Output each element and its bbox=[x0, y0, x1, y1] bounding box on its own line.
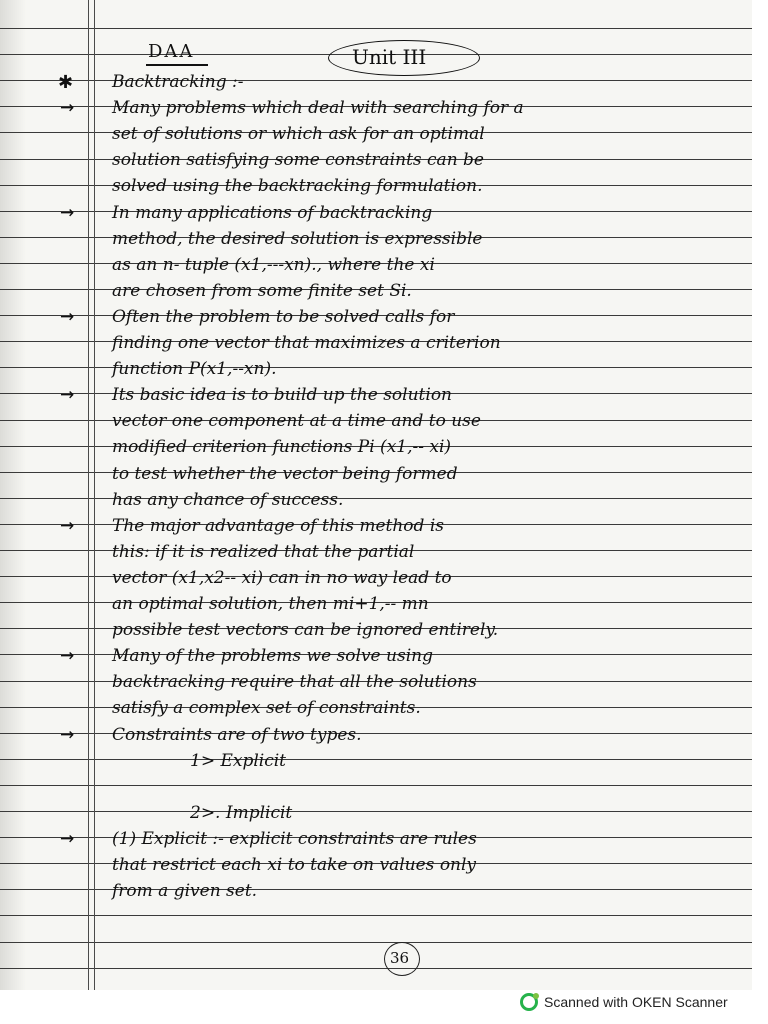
note-line: In many applications of backtracking bbox=[112, 202, 433, 223]
note-line: Constraints are of two types. bbox=[112, 724, 362, 745]
note-line: method, the desired solution is expressible bbox=[112, 228, 483, 249]
note-line: Many problems which deal with searching for a bbox=[112, 98, 524, 119]
subject-underline bbox=[146, 64, 208, 66]
note-line: solved using the backtracking formulation. bbox=[112, 176, 483, 197]
note-line: solution satisfying some constraints can be bbox=[112, 150, 484, 171]
note-line: set of solutions or which ask for an optimal bbox=[112, 124, 485, 145]
ruled-line bbox=[0, 785, 752, 786]
note-line: this: if it is realized that the partial bbox=[112, 541, 415, 562]
ruled-line bbox=[0, 759, 752, 760]
note-line: 2>. Implicit bbox=[190, 802, 293, 823]
note-line: (1) Explicit :- explicit constraints are rules bbox=[112, 828, 477, 849]
note-line: an optimal solution, then mi+1,-- mn bbox=[112, 594, 429, 614]
note-line: that restrict each xi to take on values only bbox=[112, 854, 477, 875]
note-line: vector one component at a time and to use bbox=[112, 411, 481, 432]
ruled-line bbox=[0, 942, 752, 943]
ruled-line bbox=[0, 968, 752, 969]
note-line: function P(x1,--xn). bbox=[112, 359, 277, 380]
note-line: Often the problem to be solved calls for bbox=[112, 306, 455, 327]
margin-line-1 bbox=[88, 0, 89, 990]
scanner-text: Scanned with OKEN Scanner bbox=[544, 994, 728, 1010]
arrow-bullet-icon: → bbox=[60, 515, 75, 536]
arrow-bullet-icon: → bbox=[60, 828, 75, 849]
note-line: possible test vectors can be ignored entirely. bbox=[112, 620, 499, 641]
note-line: to test whether the vector being formed bbox=[112, 463, 458, 484]
scanner-watermark bbox=[520, 990, 768, 1014]
margin-line-2 bbox=[94, 0, 95, 990]
oken-logo-icon bbox=[520, 993, 538, 1011]
arrow-bullet-icon: → bbox=[60, 98, 75, 119]
note-line: finding one vector that maximizes a criterion bbox=[112, 333, 501, 353]
note-line: Its basic idea is to build up the solution bbox=[112, 385, 452, 406]
ruled-line bbox=[0, 915, 752, 916]
note-line: backtracking require that all the solutions bbox=[112, 672, 477, 693]
arrow-bullet-icon: → bbox=[60, 202, 75, 223]
star-bullet-icon: ✱ bbox=[58, 72, 74, 93]
note-line: vector (x1,x2-- xi) can in no way lead to bbox=[112, 567, 452, 588]
arrow-bullet-icon: → bbox=[60, 724, 75, 745]
ruled-line bbox=[0, 28, 752, 29]
note-line: as an n- tuple (x1,---xn)., where the xi bbox=[112, 254, 435, 275]
note-line: satisfy a complex set of constraints. bbox=[112, 698, 421, 719]
note-line: 1> Explicit bbox=[190, 750, 287, 771]
arrow-bullet-icon: → bbox=[60, 646, 75, 667]
note-line: from a given set. bbox=[112, 881, 258, 901]
page-edge-shadow bbox=[0, 0, 26, 990]
ruled-line bbox=[0, 811, 752, 812]
subject-label: DAA bbox=[148, 41, 195, 62]
note-line: Many of the problems we solve using bbox=[112, 646, 433, 667]
note-line: has any chance of success. bbox=[112, 489, 344, 510]
page-number-circle bbox=[384, 942, 420, 976]
arrow-bullet-icon: → bbox=[60, 306, 75, 327]
page-number: 36 bbox=[390, 949, 410, 967]
note-line: are chosen from some finite set Si. bbox=[112, 280, 412, 301]
arrow-bullet-icon: → bbox=[60, 385, 75, 406]
note-line: The major advantage of this method is bbox=[112, 515, 444, 536]
section-heading: Backtracking :- bbox=[112, 72, 244, 92]
note-line: modified criterion functions Pi (x1,-- xi) bbox=[112, 437, 452, 458]
unit-title: Unit III bbox=[352, 45, 427, 69]
